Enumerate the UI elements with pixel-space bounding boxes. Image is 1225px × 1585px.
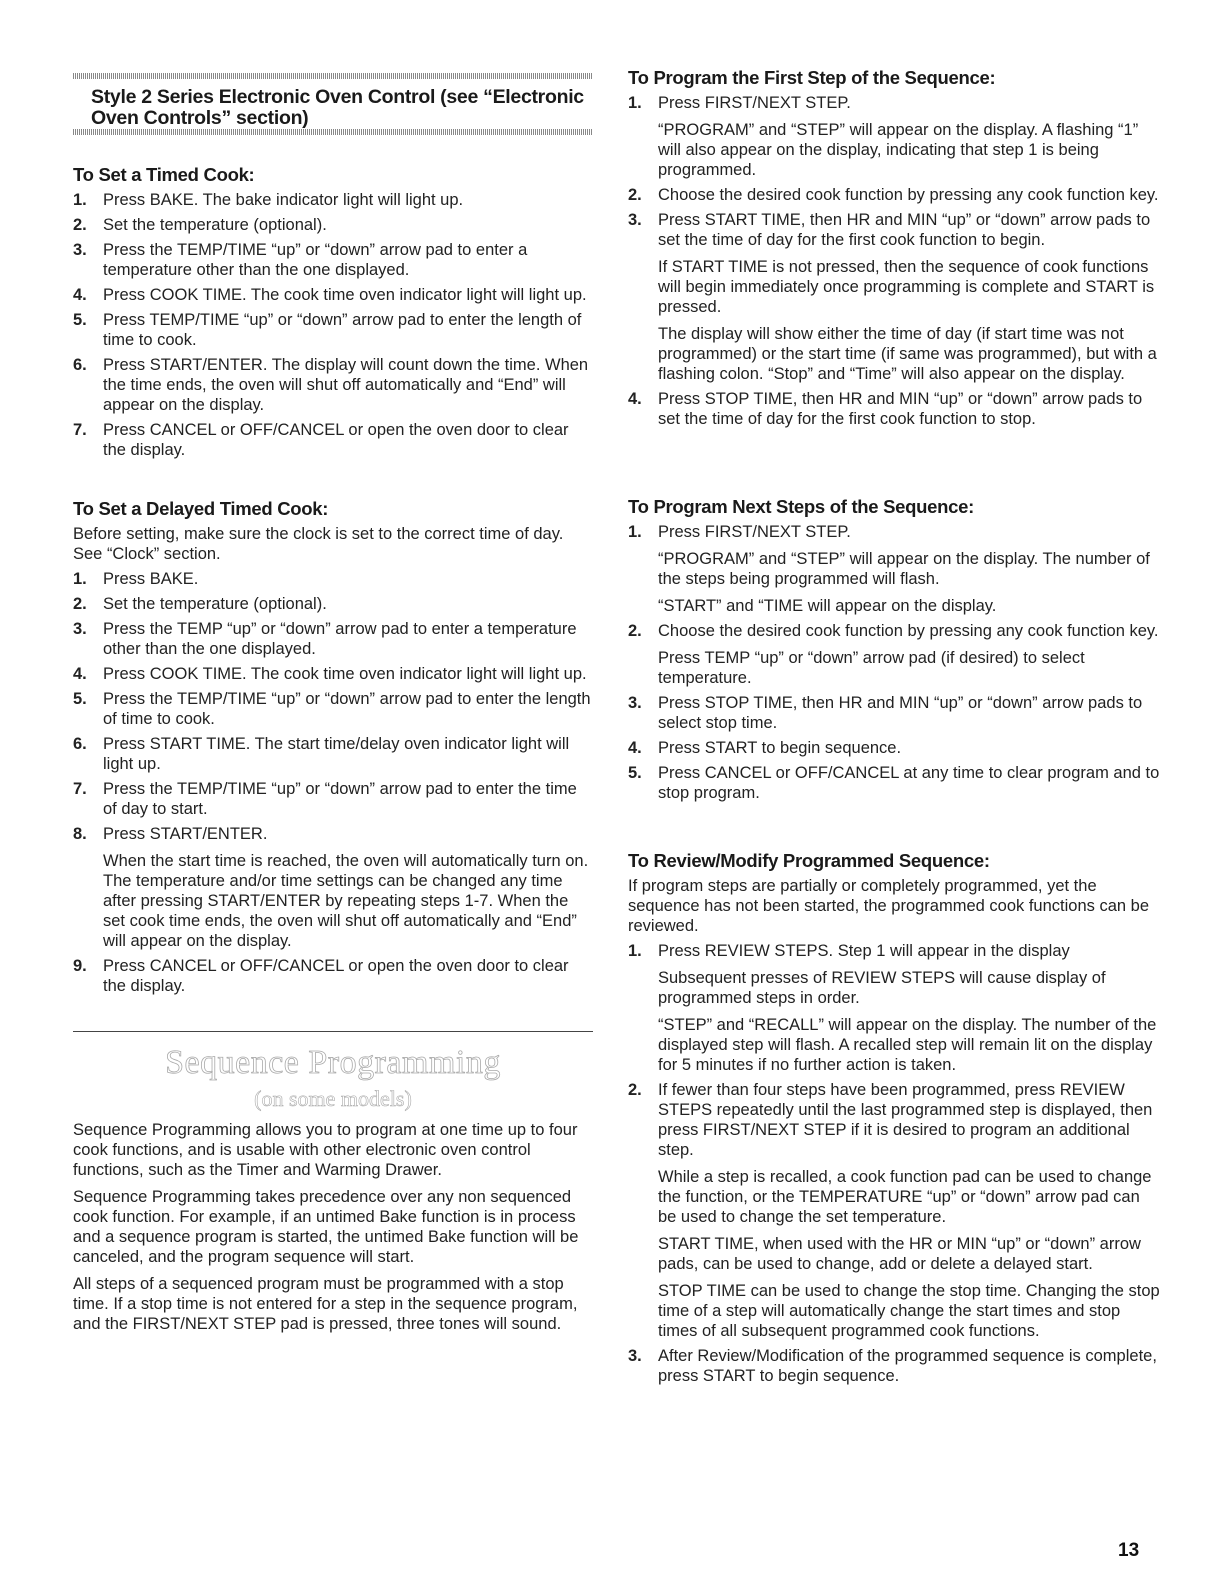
banner-top-rule (73, 73, 593, 79)
list-item (628, 1080, 1160, 1341)
step-text: Set the temperature (optional). (103, 216, 327, 234)
step-text: Press CANCEL or OFF/CANCEL at any time to clear program and to stop program. (658, 764, 1160, 802)
next-steps-section (628, 496, 1160, 808)
list-item (628, 522, 1160, 616)
list-item (73, 779, 593, 819)
next-steps-heading: To Program Next Steps of the Sequence: (628, 496, 974, 517)
step-note: “PROGRAM” and “STEP” will appear on the display. A flashing “1” will also appear on the display, indicating that step 1 is being programmed. (658, 121, 1139, 179)
step-text: Press START to begin sequence. (658, 739, 902, 757)
list-item (628, 210, 1160, 384)
step-number: 5. (73, 690, 87, 708)
next-steps-steps (628, 522, 1160, 803)
step-text: Choose the desired cook function by pressing any cook function key. (658, 622, 1159, 640)
step-number: 2. (628, 186, 642, 204)
step-number: 1. (628, 523, 642, 541)
review-modify-section (628, 850, 1160, 1391)
step-text: Press the TEMP/TIME “up” or “down” arrow pad to enter the length of time to cook. (103, 690, 591, 728)
list-item (628, 389, 1160, 429)
timed-cook-section (73, 164, 593, 465)
step-text: Press the TEMP/TIME “up” or “down” arrow pad to enter a temperature other than the one displayed. (103, 241, 528, 279)
list-item (73, 215, 593, 235)
list-item (73, 310, 593, 350)
step-text: Press START TIME. The start time/delay oven indicator light will light up. (103, 735, 570, 773)
step-number: 4. (628, 390, 642, 408)
list-item (73, 285, 593, 305)
style-2-series-banner (73, 73, 593, 133)
style-2-series-heading: Style 2 Series Electronic Oven Control (see “Electronic Oven Controls” section) (91, 86, 584, 129)
review-modify-intro: If program steps are partially or completely programmed, yet the sequence has not been started, the programmed cook functions can be reviewed. (628, 877, 1149, 935)
list-item (73, 734, 593, 774)
step-number: 5. (73, 311, 87, 329)
list-item (73, 619, 593, 659)
step-text: Press CANCEL or OFF/CANCEL or open the oven door to clear the display. (103, 421, 569, 459)
review-modify-steps (628, 941, 1160, 1386)
step-note: If START TIME is not pressed, then the sequence of cook functions will begin immediately once programming is complete and START is pressed. (658, 258, 1155, 316)
list-item (628, 621, 1160, 688)
list-item (73, 664, 593, 684)
step-text: Press FIRST/NEXT STEP. (658, 94, 851, 112)
list-item (628, 763, 1160, 803)
step-note: Subsequent presses of REVIEW STEPS will cause display of programmed steps in order. (658, 969, 1106, 1007)
list-item (73, 689, 593, 729)
step-text: Press COOK TIME. The cook time oven indicator light will light up. (103, 286, 587, 304)
step-number: 2. (73, 595, 87, 613)
step-note: STOP TIME can be used to change the stop time. Changing the stop time of a step will automatically change the start times and stop times of all subsequent programmed cook functions. (658, 1282, 1160, 1340)
paragraph: Sequence Programming allows you to program at one time up to four cook functions, and is usable with other electronic oven control functions, such as the Timer and Warming Drawer. (73, 1121, 578, 1179)
list-item (73, 594, 593, 614)
list-item (73, 240, 593, 280)
first-step-section (628, 67, 1160, 434)
step-number: 1. (73, 191, 87, 209)
list-item (73, 190, 593, 210)
step-text: After Review/Modification of the programmed sequence is complete, press START to begin sequence. (658, 1347, 1157, 1385)
list-item (73, 824, 593, 951)
list-item (628, 1346, 1160, 1386)
step-note: When the start time is reached, the oven will automatically turn on. The temperature and/or time settings can be changed any time after pressing START/ENTER by repeating steps 1-7. When the set cook time ends, the oven will shut off automatically and “End” will appear on the display. (103, 852, 589, 950)
step-note: “PROGRAM” and “STEP” will appear on the display. The number of the steps being programmed will flash. (658, 550, 1150, 588)
step-text: Press REVIEW STEPS. Step 1 will appear in the display (658, 942, 1070, 960)
step-number: 4. (73, 665, 87, 683)
step-number: 7. (73, 780, 87, 798)
step-number: 6. (73, 356, 87, 374)
step-text: Press the TEMP “up” or “down” arrow pad to enter a temperature other than the one displayed. (103, 620, 577, 658)
step-text: Choose the desired cook function by pressing any cook function key. (658, 186, 1159, 204)
step-text: Press COOK TIME. The cook time oven indicator light will light up. (103, 665, 587, 683)
step-number: 8. (73, 825, 87, 843)
timed-cook-steps (73, 190, 593, 460)
step-number: 3. (73, 620, 87, 638)
step-number: 3. (628, 211, 642, 229)
sequence-programming-title: Sequence Programming (165, 1044, 501, 1081)
step-text: If fewer than four steps have been programmed, press REVIEW STEPS repeatedly until the last programmed step is displayed, then press FIRST/NEXT STEP if it is desired to program an additional step. (658, 1081, 1153, 1159)
delayed-cook-steps (73, 569, 593, 996)
step-text: Press START/ENTER. The display will count down the time. When the time ends, the oven will shut off automatically and “End” will appear on the display. (103, 356, 589, 414)
step-number: 6. (73, 735, 87, 753)
list-item (628, 693, 1160, 733)
step-note: “STEP” and “RECALL” will appear on the display. The number of the displayed step will flash. A recalled step will remain lit on the display for 5 minutes if no further action is taken. (658, 1016, 1157, 1074)
first-step-steps (628, 93, 1160, 429)
list-item (628, 738, 1160, 758)
step-text: Press BAKE. (103, 570, 199, 588)
step-number: 4. (628, 739, 642, 757)
step-text: Press CANCEL or OFF/CANCEL or open the oven door to clear the display. (103, 957, 569, 995)
list-item (73, 420, 593, 460)
delayed-cook-heading: To Set a Delayed Timed Cook: (73, 498, 329, 519)
step-number: 3. (628, 1347, 642, 1365)
sequence-programming-subtitle: (on some models) (254, 1086, 412, 1111)
step-text: Press STOP TIME, then HR and MIN “up” or “down” arrow pads to set the time of day for the first cook function to stop. (658, 390, 1143, 428)
section-divider (73, 1031, 593, 1032)
step-number: 2. (628, 1081, 642, 1099)
step-number: 3. (628, 694, 642, 712)
list-item (628, 93, 1160, 180)
step-text: Press STOP TIME, then HR and MIN “up” or “down” arrow pads to select stop time. (658, 694, 1143, 732)
list-item (73, 956, 593, 996)
page-number: 13 (1118, 1540, 1140, 1561)
step-note: START TIME, when used with the HR or MIN “up” or “down” arrow pads, can be used to change, add or delete a delayed start. (658, 1235, 1141, 1273)
step-number: 7. (73, 421, 87, 439)
banner-bottom-rule (73, 129, 593, 135)
step-number: 2. (628, 622, 642, 640)
step-text: Press FIRST/NEXT STEP. (658, 523, 851, 541)
step-number: 1. (628, 942, 642, 960)
list-item (628, 185, 1160, 205)
delayed-cook-intro: Before setting, make sure the clock is set to the correct time of day. See “Clock” section. (73, 525, 564, 563)
timed-cook-heading: To Set a Timed Cook: (73, 164, 255, 185)
step-note: Press TEMP “up” or “down” arrow pad (if desired) to select temperature. (658, 649, 1085, 687)
step-note: The display will show either the time of day (if start time was not programmed) or the start time (if same was programmed), but with a flashing colon. “Stop” and “Time” will also appear on the display. (658, 325, 1157, 383)
step-number: 3. (73, 241, 87, 259)
step-number: 2. (73, 216, 87, 234)
delayed-cook-section (73, 498, 593, 1001)
step-text: Press the TEMP/TIME “up” or “down” arrow pad to enter the time of day to start. (103, 780, 577, 818)
step-text: Press START/ENTER. (103, 825, 268, 843)
step-text: Press TEMP/TIME “up” or “down” arrow pad to enter the length of time to cook. (103, 311, 582, 349)
step-note: While a step is recalled, a cook function pad can be used to change the function, or the TEMPERATURE “up” or “down” arrow pad can be used to change the set temperature. (658, 1168, 1152, 1226)
first-step-heading: To Program the First Step of the Sequence: (628, 67, 996, 88)
paragraph: Sequence Programming takes precedence over any non sequenced cook function. For example, if an untimed Bake function is in process and a sequence program is started, the untimed Bake function will be canceled, and the program sequence will start. (73, 1188, 579, 1266)
step-text: Press START TIME, then HR and MIN “up” or “down” arrow pads to set the time of day for the first cook function to begin. (658, 211, 1151, 249)
paragraph: All steps of a sequenced program must be programmed with a stop time. If a stop time is not entered for a step in the sequence program, and the FIRST/NEXT STEP pad is pressed, three tones will sound. (73, 1275, 578, 1333)
step-note: “START” and “TIME will appear on the display. (658, 597, 997, 615)
step-text: Set the temperature (optional). (103, 595, 327, 613)
step-number: 1. (628, 94, 642, 112)
step-text: Press BAKE. The bake indicator light will light up. (103, 191, 464, 209)
step-number: 5. (628, 764, 642, 782)
step-number: 9. (73, 957, 87, 975)
step-number: 4. (73, 286, 87, 304)
list-item (628, 941, 1160, 1075)
review-modify-heading: To Review/Modify Programmed Sequence: (628, 850, 990, 871)
list-item (73, 355, 593, 415)
sequence-programming-body (73, 1120, 593, 1341)
list-item (73, 569, 593, 589)
step-number: 1. (73, 570, 87, 588)
